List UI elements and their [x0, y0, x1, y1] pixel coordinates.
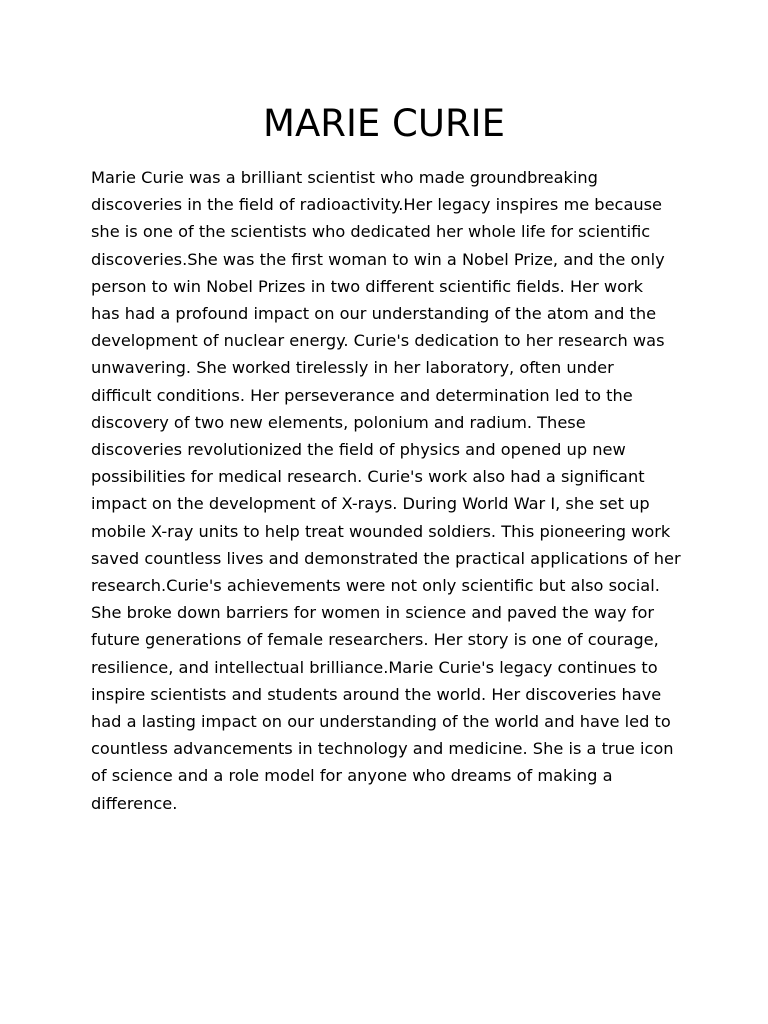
body-line: development of nuclear energy. Curie's dedication to her research was — [91, 331, 665, 351]
body-line: inspire scientists and students around the world. Her discoveries have — [91, 684, 662, 704]
document-body — [91, 164, 691, 817]
body-line: possibilities for medical research. Curie's work also had a significant — [91, 467, 645, 487]
document-title: MARIE CURIE — [263, 102, 505, 145]
body-line: discoveries.She was the first woman to win a Nobel Prize, and the only — [91, 249, 665, 269]
body-line: person to win Nobel Prizes in two different scientific fields. Her work — [91, 276, 644, 296]
body-line: Marie Curie was a brilliant scientist who made groundbreaking — [91, 168, 598, 187]
body-line: had a lasting impact on our understanding of the world and have led to — [91, 712, 671, 732]
body-line: of science and a role model for anyone who dreams of making a — [91, 766, 613, 786]
body-line: discovery of two new elements, polonium and radium. These — [91, 412, 586, 432]
body-line: she is one of the scientists who dedicated her whole life for scientific — [91, 222, 651, 242]
body-line: saved countless lives and demonstrated the practical applications of her — [91, 548, 681, 568]
body-line: research.Curie's achievements were not only scientific but also social. — [91, 576, 660, 596]
body-line: has had a profound impact on our understanding of the atom and the — [91, 304, 657, 324]
body-line: impact on the development of X-rays. During World War I, she set up — [91, 494, 650, 514]
body-line: She broke down barriers for women in science and paved the way for — [91, 603, 654, 623]
body-line: discoveries in the field of radioactivity.Her legacy inspires me because — [91, 195, 663, 215]
body-line: future generations of female researchers. Her story is one of courage, — [91, 630, 659, 650]
body-line: countless advancements in technology and medicine. She is a true icon — [91, 739, 674, 759]
body-line: mobile X-ray units to help treat wounded soldiers. This pioneering work — [91, 521, 671, 541]
body-line: difficult conditions. Her perseverance and determination led to the — [91, 385, 633, 405]
body-line: difference. — [91, 793, 178, 813]
body-line: unwavering. She worked tirelessly in her laboratory, often under — [91, 358, 614, 378]
body-line: discoveries revolutionized the field of physics and opened up new — [91, 440, 626, 460]
body-line: resilience, and intellectual brilliance.Marie Curie's legacy continues to — [91, 657, 658, 677]
